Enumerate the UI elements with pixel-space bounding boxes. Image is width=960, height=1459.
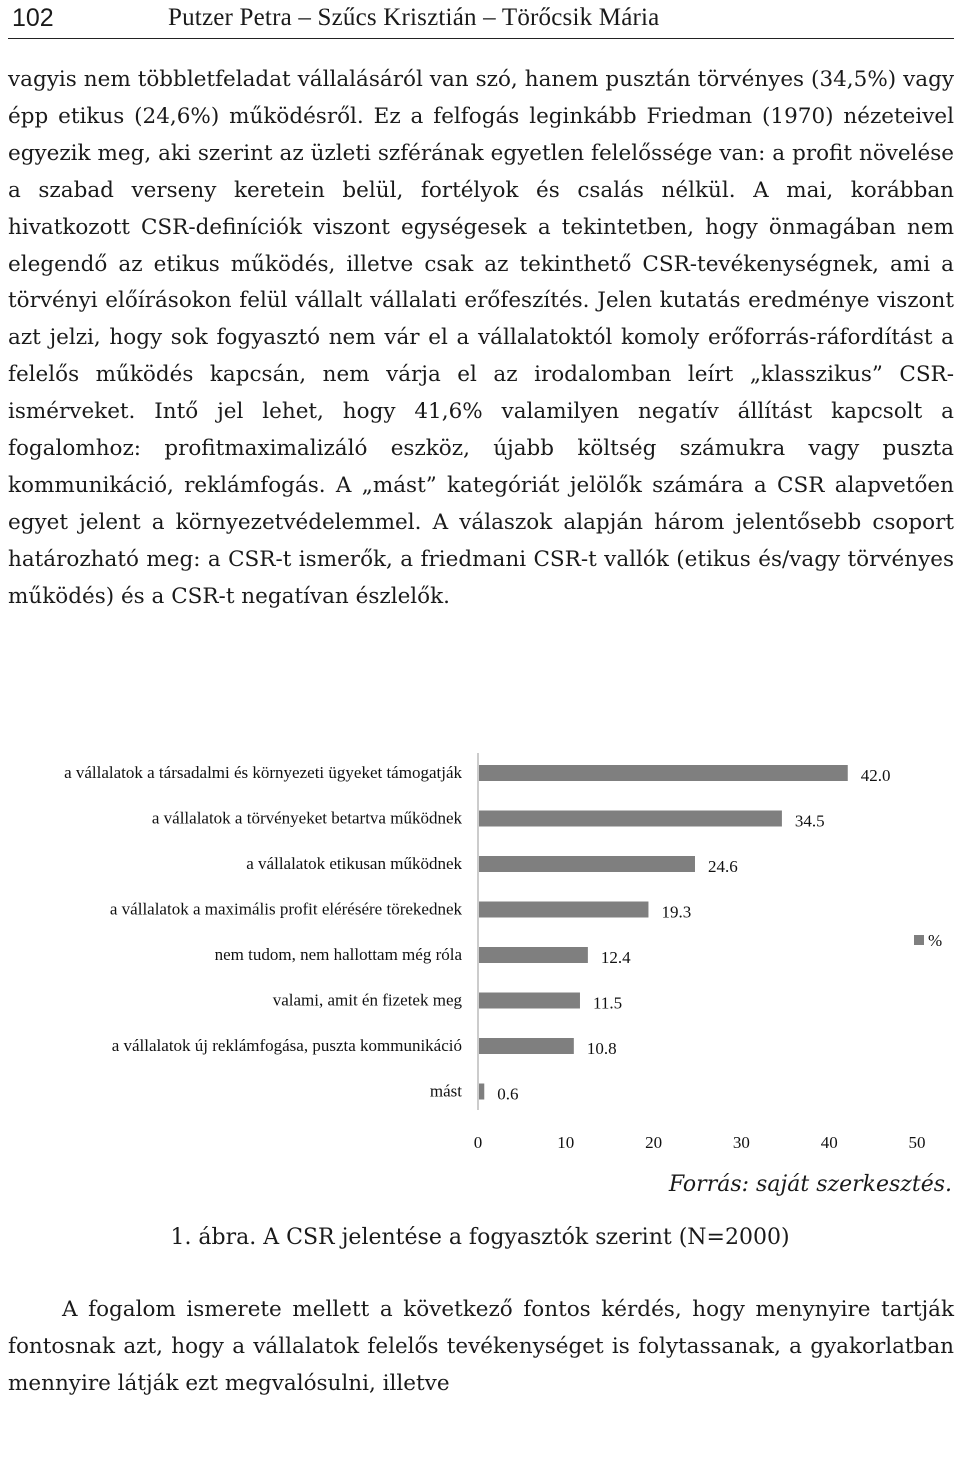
x-tick-label: 40	[820, 1133, 838, 1152]
category-label: mást	[429, 1081, 462, 1101]
data-label: 12.4	[600, 948, 631, 967]
bar	[479, 1038, 574, 1054]
running-head: Putzer Petra – Szűcs Krisztián – Törőcsik Mária	[168, 4, 660, 31]
category-label: a vállalatok a törvényeket betartva működnek	[151, 808, 462, 828]
data-label: 0.6	[497, 1084, 519, 1104]
bar-chart	[0, 745, 960, 1165]
page-number: 102	[12, 4, 54, 32]
page-header	[8, 0, 954, 39]
x-tick-label: 30	[732, 1133, 750, 1152]
figure	[0, 745, 960, 1165]
data-label: 42.0	[860, 766, 891, 785]
bar	[479, 947, 588, 963]
x-tick-label: 0	[473, 1133, 483, 1152]
category-label: nem tudom, nem hallottam még róla	[214, 945, 462, 964]
bar	[479, 993, 580, 1009]
x-tick-label: 10	[557, 1133, 575, 1152]
data-label: 24.6	[707, 857, 738, 876]
bar	[479, 765, 848, 781]
bar	[479, 856, 695, 872]
legend-label: %	[928, 931, 943, 950]
data-label: 10.8	[586, 1039, 617, 1058]
data-label: 11.5	[592, 993, 623, 1013]
body-paragraph-1: vagyis nem többletfeladat vállalásáról van szó, hanem pusztán törvényes (34,5%) vagy épp etikus (24,6%) működésről. Ez a felfogás leginkább Friedman (1970) nézeteivel egyezik meg, aki szerint az üzleti szférának egyetlen felelőssége van: a profit növelése a szabad verseny keretein belül, fortélyok és csalás nélkül. A mai, korábban hivatkozott CSR-definíciók viszont egységesek a tekintetben, hogy önmagában nem elegendő az etikus működés, illetve csak az tekinthető CSR-tevékenységnek, ami a törvényi előírásokon felül vállalt vállalati erőfeszítés. Jelen kutatás eredménye viszont azt jelzi, hogy sok fogyasztó nem vár el a vállalatoktól komoly erőforrás-ráfordítást a felelős működés kapcsán, nem várja el az irodalomban leírt „klasszikus” CSR-ismérveket. Intő jel lehet, hogy 41,6% valamilyen negatív állítást kapcsolt a fogalomhoz: profitmaximalizáló eszköz, újabb költség számukra vagy puszta kommunikáció, reklámfogás. A „mást” kategóriát jelölők számára a CSR alapvetően egyet jelent a környezetvédelemmel. A válaszok alapján három jelentősebb csoport határozható meg: a CSR-t ismerők, a friedmani CSR-t vallók (etikus és/vagy törvényes működés) és a CSR-t negatívan észlelők.	[8, 67, 954, 609]
category-label: a vállalatok a társadalmi és környezeti ügyeket támogatják	[64, 763, 462, 782]
bar	[479, 1084, 484, 1100]
x-tick-label: 20	[645, 1133, 663, 1152]
bar	[479, 811, 782, 827]
legend-swatch	[914, 935, 924, 945]
bar	[479, 902, 648, 918]
body-paragraph-2: A fogalom ismerete mellett a következő fontos kérdés, hogy menynyire tartják fontosnak azt, hogy a vállalatok felelős tevékenységet is folytassanak, a gyakorlatban mennyire látják ezt megvalósulni, illetve	[8, 1297, 954, 1396]
category-label: valami, amit én fizetek meg	[272, 990, 462, 1010]
x-tick-label: 50	[908, 1133, 926, 1152]
category-label: a vállalatok etikusan működnek	[246, 854, 462, 873]
data-label: 19.3	[661, 902, 692, 922]
category-label: a vállalatok a maximális profit elérésére törekednek	[109, 899, 462, 919]
figure-source: Forrás: saját szerkesztés.	[668, 1172, 952, 1197]
figure-caption: 1. ábra. A CSR jelentése a fogyasztók szerint (N=2000)	[170, 1225, 790, 1250]
category-label: a vállalatok új reklámfogása, puszta kommunikáció	[111, 1036, 462, 1055]
data-label: 34.5	[794, 811, 825, 831]
